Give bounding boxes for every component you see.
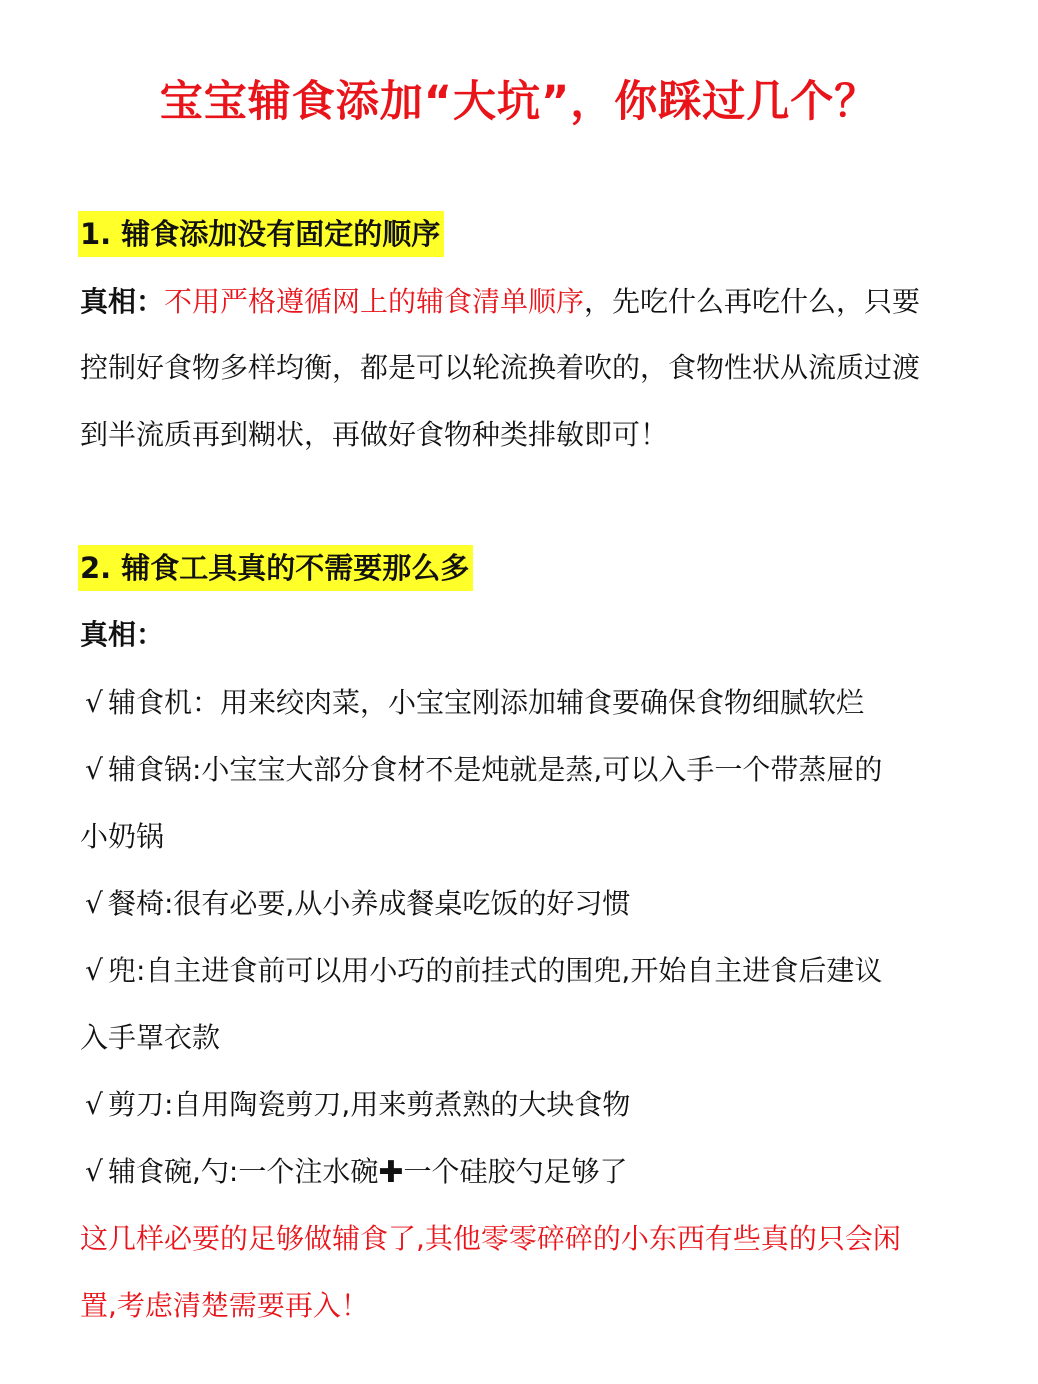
tool-item-bowl-spoon xyxy=(80,1150,628,1194)
tool-item-bib xyxy=(80,949,882,993)
tool-item-text: 辅食锅:小宝宝大部分食材不是炖就是蒸,可以入手一个带蒸屉的 xyxy=(108,753,883,786)
tool-item-text: 辅食碗,勺:一个注水碗 xyxy=(108,1155,379,1188)
tool-item-scissors xyxy=(80,1083,630,1127)
tool-item-pot-continued: 小奶锅 xyxy=(80,820,165,853)
check-icon: √ xyxy=(85,954,103,987)
section-1-truth-highlight: 不用严格遵循网上的辅食清单顺序 xyxy=(164,285,585,318)
tool-item-chair xyxy=(80,882,630,926)
tool-item-text: 辅食机：用来绞肉菜，小宝宝刚添加辅食要确保食物细腻软烂 xyxy=(108,686,865,719)
section-1-truth-line-3: 到半流质再到糊状，再做好食物种类排敏即可！ xyxy=(80,418,669,451)
check-icon: √ xyxy=(85,686,103,719)
tool-item-text: 餐椅:很有必要,从小养成餐桌吃饭的好习惯 xyxy=(108,887,631,920)
tool-item-text: 兜:自主进食前可以用小巧的前挂式的围兜,开始自主进食后建议 xyxy=(108,954,883,987)
page-title: 宝宝辅食添加“大坑”，你踩过几个？ xyxy=(159,77,879,127)
section-1-truth-line-1 xyxy=(80,280,920,324)
section-1-truth-label: 真相： xyxy=(80,285,165,318)
section-2-heading: 2. 辅食工具真的不需要那么多 xyxy=(78,545,473,591)
check-icon: √ xyxy=(85,1088,103,1121)
conclusion-line-1: 这几样必要的足够做辅食了,其他零零碎碎的小东西有些真的只会闲 xyxy=(80,1222,901,1255)
tool-item-text: 一个硅胶勺足够了 xyxy=(403,1155,628,1188)
tool-item-bib-continued: 入手罩衣款 xyxy=(80,1021,221,1054)
section-1-truth-rest: ，先吃什么再吃什么，只要 xyxy=(584,285,921,318)
tool-item-blender xyxy=(80,681,864,725)
tool-item-text: 剪刀:自用陶瓷剪刀,用来剪煮熟的大块食物 xyxy=(108,1088,631,1121)
check-icon: √ xyxy=(85,753,103,786)
tool-item-pot xyxy=(80,748,882,792)
plus-icon: ✚ xyxy=(378,1155,404,1190)
conclusion-line-2: 置,考虑清楚需要再入！ xyxy=(80,1289,369,1322)
section-2-truth-label: 真相： xyxy=(80,618,165,651)
check-icon: √ xyxy=(85,887,103,920)
section-1-truth-line-2: 控制好食物多样均衡，都是可以轮流换着吹的，食物性状从流质过渡 xyxy=(80,351,921,384)
check-icon: √ xyxy=(85,1155,103,1188)
section-1-heading: 1. 辅食添加没有固定的顺序 xyxy=(78,211,444,257)
